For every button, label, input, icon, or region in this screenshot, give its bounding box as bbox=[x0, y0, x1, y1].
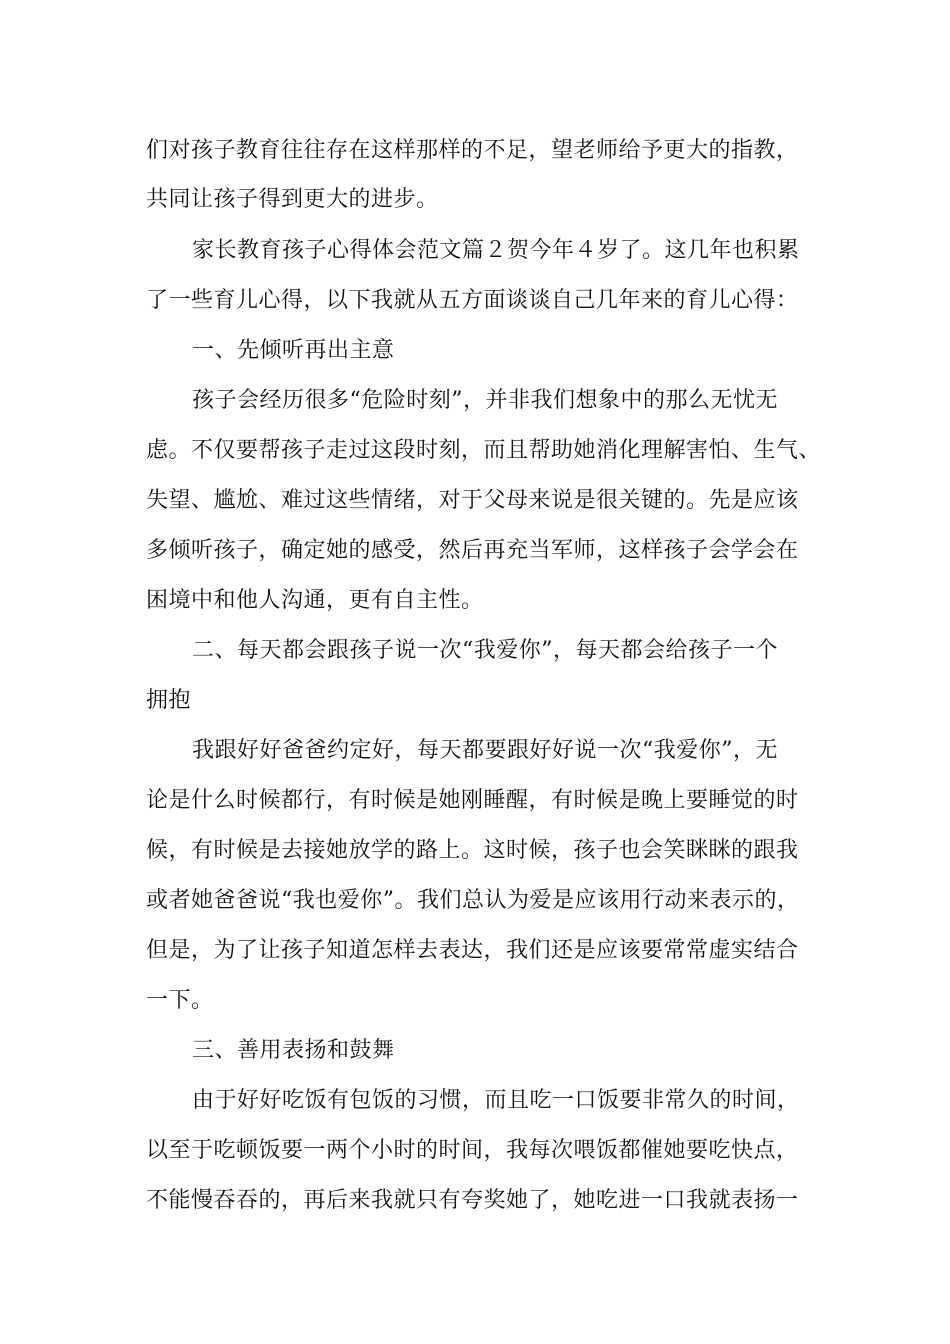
section-heading-continued: 拥抱 bbox=[146, 688, 192, 713]
text-line: 或者她爸爸说“我也爱你”。我们总认为爱是应该用行动来表示的， bbox=[146, 888, 800, 913]
text-line: 候，有时候是去接她放学的路上。这时候，孩子也会笑眯眯的跟我 bbox=[146, 838, 799, 863]
paragraph-start-line: 家长教育孩子心得体会范文篇２贺今年４岁了。这几年也积累 bbox=[192, 238, 800, 263]
paragraph-start-line: 由于好好吃饭有包饭的习惯，而且吃一口饭要非常久的时间， bbox=[192, 1088, 800, 1113]
paragraph-start-line: 孩子会经历很多“危险时刻”，并非我们想象中的那么无忧无 bbox=[192, 388, 778, 413]
section-heading: 一、先倾听再出主意 bbox=[192, 338, 395, 363]
text-line: 虑。不仅要帮孩子走过这段时刻，而且帮助她消化理解害怕、生气、 bbox=[146, 438, 822, 463]
text-line: 一下。 bbox=[146, 988, 214, 1013]
section-heading: 三、善用表扬和鼓舞 bbox=[192, 1038, 395, 1063]
section-heading: 二、每天都会跟孩子说一次“我爱你”，每天都会给孩子一个 bbox=[192, 638, 778, 663]
text-line: 多倾听孩子，确定她的感受，然后再充当军师，这样孩子会学会在 bbox=[146, 538, 799, 563]
paragraph-start-line: 我跟好好爸爸约定好，每天都要跟好好说一次“我爱你”，无 bbox=[192, 738, 778, 763]
text-line: 困境中和他人沟通，更有自主性。 bbox=[146, 588, 484, 613]
text-line: 了一些育儿心得，以下我就从五方面谈谈自己几年来的育儿心得： bbox=[146, 288, 799, 313]
text-line: 们对孩子教育往往存在这样那样的不足，望老师给予更大的指教， bbox=[146, 138, 799, 163]
text-line: 不能慢吞吞的，再后来我就只有夸奖她了，她吃进一口我就表扬一 bbox=[146, 1188, 799, 1213]
text-line: 论是什么时候都行，有时候是她刚睡醒，有时候是晚上要睡觉的时 bbox=[146, 788, 799, 813]
text-line: 失望、尴尬、难过这些情绪，对于父母来说是很关键的。先是应该 bbox=[146, 488, 799, 513]
text-line: 但是，为了让孩子知道怎样去表达，我们还是应该要常常虚实结合 bbox=[146, 938, 799, 963]
text-line: 共同让孩子得到更大的进步。 bbox=[146, 187, 439, 212]
text-line: 以至于吃顿饭要一两个小时的时间，我每次喂饭都催她要吃快点， bbox=[146, 1138, 799, 1163]
